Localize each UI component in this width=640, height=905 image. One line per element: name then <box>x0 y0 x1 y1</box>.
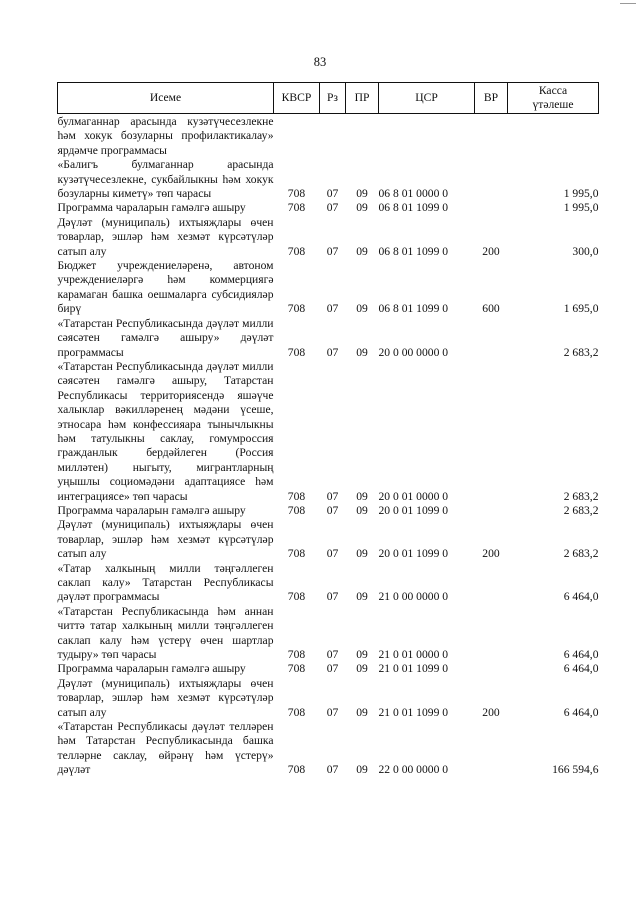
row-csr-cell <box>379 114 475 159</box>
row-csr-cell: 20 0 00 0000 0 <box>378 345 449 359</box>
row-pr-cell: 09 <box>356 648 368 662</box>
row-rz-cell: 07 <box>326 302 339 316</box>
row-vr-cell: 200 <box>482 244 500 258</box>
row-rz-cell: 07 <box>326 187 339 201</box>
table-row <box>58 158 599 201</box>
row-csr-cell: 06 8 01 0000 0 <box>378 187 449 201</box>
table-row <box>58 360 599 504</box>
row-kvsr-cell: 708 <box>287 648 306 662</box>
header-kvsr: КВСР <box>274 83 320 114</box>
header-amount-line2: үтәлеше <box>532 98 574 111</box>
row-rz-cell: 07 <box>326 244 339 258</box>
row-rz-cell: 07 <box>326 590 339 604</box>
row-pr-cell <box>346 114 379 159</box>
row-pr-cell: 09 <box>356 302 368 316</box>
row-vr-cell <box>475 158 508 201</box>
row-pr-cell: 09 <box>356 590 368 604</box>
header-csr: ЦСР <box>379 83 475 114</box>
row-amount-cell <box>508 114 599 159</box>
header-amount-line1: Касса <box>538 84 568 97</box>
table-body <box>58 114 599 778</box>
row-name-cell: «Татарстан Республикасында һәм аннан читтә татар халкының милли тәңгәллеген саклап калу һәм үстерү өчен шартлар тудыру» төп чарасы <box>57 604 274 662</box>
row-vr-cell <box>475 114 508 159</box>
row-amount-cell: 300,0 <box>572 244 599 258</box>
row-kvsr-cell: 708 <box>287 590 306 604</box>
row-csr-cell: 06 8 01 1099 0 <box>378 244 449 258</box>
row-name-cell: Дәүләт (муниципаль) ихтыяҗлары өчен товарлар, эшләр һәм хезмәт күрсәтүләр сатып алу <box>57 676 274 719</box>
row-name-cell: Бюджет учреждениеләренә, автоном учреждениеләргә һәм коммерциягә карамаган башка оешмаларга субсидияләр бирү <box>57 259 274 316</box>
row-vr-cell <box>475 605 508 663</box>
row-rz-cell: 07 <box>326 201 339 215</box>
row-rz-cell: 07 <box>326 648 339 662</box>
row-amount-cell: 2 683,2 <box>563 547 599 561</box>
table-row <box>58 677 599 720</box>
header-pr: ПР <box>346 83 379 114</box>
row-pr-cell: 09 <box>356 763 368 777</box>
row-name-cell: Дәүләт (муниципаль) ихтыяҗлары өчен товарлар, эшләр һәм хезмәт күрсәтүләр сатып алу <box>57 518 274 561</box>
row-amount-cell: 2 683,2 <box>563 489 599 503</box>
row-csr-cell: 06 8 01 1099 0 <box>378 302 449 316</box>
row-name-cell: Программа чараларын гамәлгә ашыру <box>57 662 246 676</box>
row-vr-cell <box>475 504 508 518</box>
row-csr-cell: 21 0 01 1099 0 <box>378 662 449 676</box>
table-row <box>58 720 599 778</box>
row-amount-cell: 2 683,2 <box>563 503 599 517</box>
row-name-cell: булмаганнар арасында кузәтүчесезлекне һәм хокук бозуларны профилактикалау» ярдәмче программасы <box>57 115 274 157</box>
row-csr-cell: 21 0 01 0000 0 <box>378 648 449 662</box>
row-pr-cell: 09 <box>356 345 368 359</box>
row-csr-cell: 06 8 01 1099 0 <box>378 201 449 215</box>
row-kvsr-cell: 708 <box>287 503 306 517</box>
row-amount-cell: 6 464,0 <box>563 705 599 719</box>
row-csr-cell: 22 0 00 0000 0 <box>378 763 449 777</box>
row-rz-cell: 07 <box>326 489 339 503</box>
row-amount-cell: 2 683,2 <box>563 345 599 359</box>
row-kvsr-cell: 708 <box>287 662 306 676</box>
row-kvsr-cell: 708 <box>287 201 306 215</box>
row-kvsr-cell: 708 <box>287 302 306 316</box>
row-amount-cell: 6 464,0 <box>563 590 599 604</box>
table-row <box>58 201 599 215</box>
row-kvsr-cell: 708 <box>287 345 306 359</box>
row-amount-cell: 1 995,0 <box>563 187 599 201</box>
row-rz-cell: 07 <box>326 345 339 359</box>
row-name-cell: «Татар халкының милли тәңгәллеген саклап калу» Татарстан Республикасы дәүләт программасы <box>57 561 274 604</box>
row-kvsr-cell: 708 <box>287 547 306 561</box>
row-vr-cell <box>475 720 508 778</box>
page-number: 83 <box>313 55 327 69</box>
header-vr: ВР <box>475 83 508 114</box>
row-name-cell: «Балигъ булмаганнар арасында кузәтүчесезлекне, сукбайлыкны һәм хокук бозуларны киметү» төп чарасы <box>57 158 274 201</box>
corner-mark <box>620 3 636 4</box>
row-rz-cell: 07 <box>326 662 339 676</box>
row-kvsr-cell: 708 <box>287 705 306 719</box>
table-row <box>58 216 599 259</box>
row-amount-cell: 6 464,0 <box>563 648 599 662</box>
row-rz-cell <box>320 114 346 159</box>
table-header-row <box>58 83 599 114</box>
row-rz-cell: 07 <box>326 763 339 777</box>
row-name-cell: «Татарстан Республикасында дәүләт милли сәясәтен гамәлгә ашыру, Татарстан Республикасы территориясендә яшәүче халыклар вәкилләренең мәдәни үсеше, этносара һәм конфессияара тынычлыкны һәм татулыкны саклау, гомумроссия гражданлык бердәйлеген (Россия милләтен) ныгыту, мигрантларның уңышлы социомәдәни адаптациясе һәм интеграциясе» төп чарасы <box>57 359 274 503</box>
budget-table <box>57 82 599 778</box>
row-name-cell: Программа чараларын гамәлгә ашыру <box>57 503 246 517</box>
row-kvsr-cell <box>274 114 320 159</box>
row-csr-cell: 20 0 01 0000 0 <box>378 489 449 503</box>
row-kvsr-cell: 708 <box>287 244 306 258</box>
row-kvsr-cell: 708 <box>287 187 306 201</box>
row-csr-cell: 20 0 01 1099 0 <box>378 503 449 517</box>
row-vr-cell: 200 <box>482 547 500 561</box>
row-rz-cell: 07 <box>326 547 339 561</box>
row-pr-cell: 09 <box>356 201 368 215</box>
row-vr-cell: 600 <box>482 302 500 316</box>
row-pr-cell: 09 <box>356 489 368 503</box>
table-row <box>58 259 599 317</box>
row-pr-cell: 09 <box>356 503 368 517</box>
row-vr-cell <box>475 360 508 504</box>
header-amount <box>508 83 599 114</box>
row-name-cell: Дәүләт (муниципаль) ихтыяҗлары өчен товарлар, эшләр һәм хезмәт күрсәтүләр сатып алу <box>57 215 274 258</box>
row-amount-cell: 1 995,0 <box>563 201 599 215</box>
row-amount-cell: 6 464,0 <box>563 662 599 676</box>
row-name-cell: «Татарстан Республикасы дәүләт телләрен һәм Татарстан Республикасында башка телләрне саклау, өйрәнү һәм үстерү» дәүләт <box>57 720 274 777</box>
row-kvsr-cell: 708 <box>287 489 306 503</box>
row-amount-cell: 1 695,0 <box>563 302 599 316</box>
row-pr-cell: 09 <box>356 662 368 676</box>
table-row <box>58 662 599 676</box>
row-amount-cell: 166 594,6 <box>552 763 599 777</box>
row-vr-cell <box>475 662 508 676</box>
row-csr-cell: 21 0 01 1099 0 <box>378 705 449 719</box>
row-pr-cell: 09 <box>356 547 368 561</box>
row-csr-cell: 20 0 01 1099 0 <box>378 547 449 561</box>
row-name-cell: «Татарстан Республикасында дәүләт милли сәясәтен гамәлгә ашыру» дәүләт программасы <box>57 316 274 359</box>
header-name: Исеме <box>58 83 274 114</box>
table-row <box>58 518 599 561</box>
table-row <box>58 562 599 605</box>
row-rz-cell: 07 <box>326 705 339 719</box>
row-pr-cell: 09 <box>356 244 368 258</box>
row-rz-cell: 07 <box>326 503 339 517</box>
table-row <box>58 504 599 518</box>
row-name-cell: Программа чараларын гамәлгә ашыру <box>57 201 246 215</box>
table-row <box>58 605 599 663</box>
row-kvsr-cell: 708 <box>287 763 306 777</box>
row-vr-cell: 200 <box>482 705 500 719</box>
header-rz: Рз <box>320 83 346 114</box>
row-vr-cell <box>475 562 508 605</box>
row-csr-cell: 21 0 00 0000 0 <box>378 590 449 604</box>
row-vr-cell <box>475 317 508 360</box>
row-pr-cell: 09 <box>356 705 368 719</box>
row-vr-cell <box>475 201 508 215</box>
row-pr-cell: 09 <box>356 187 368 201</box>
table-row <box>58 114 599 159</box>
table-row <box>58 317 599 360</box>
